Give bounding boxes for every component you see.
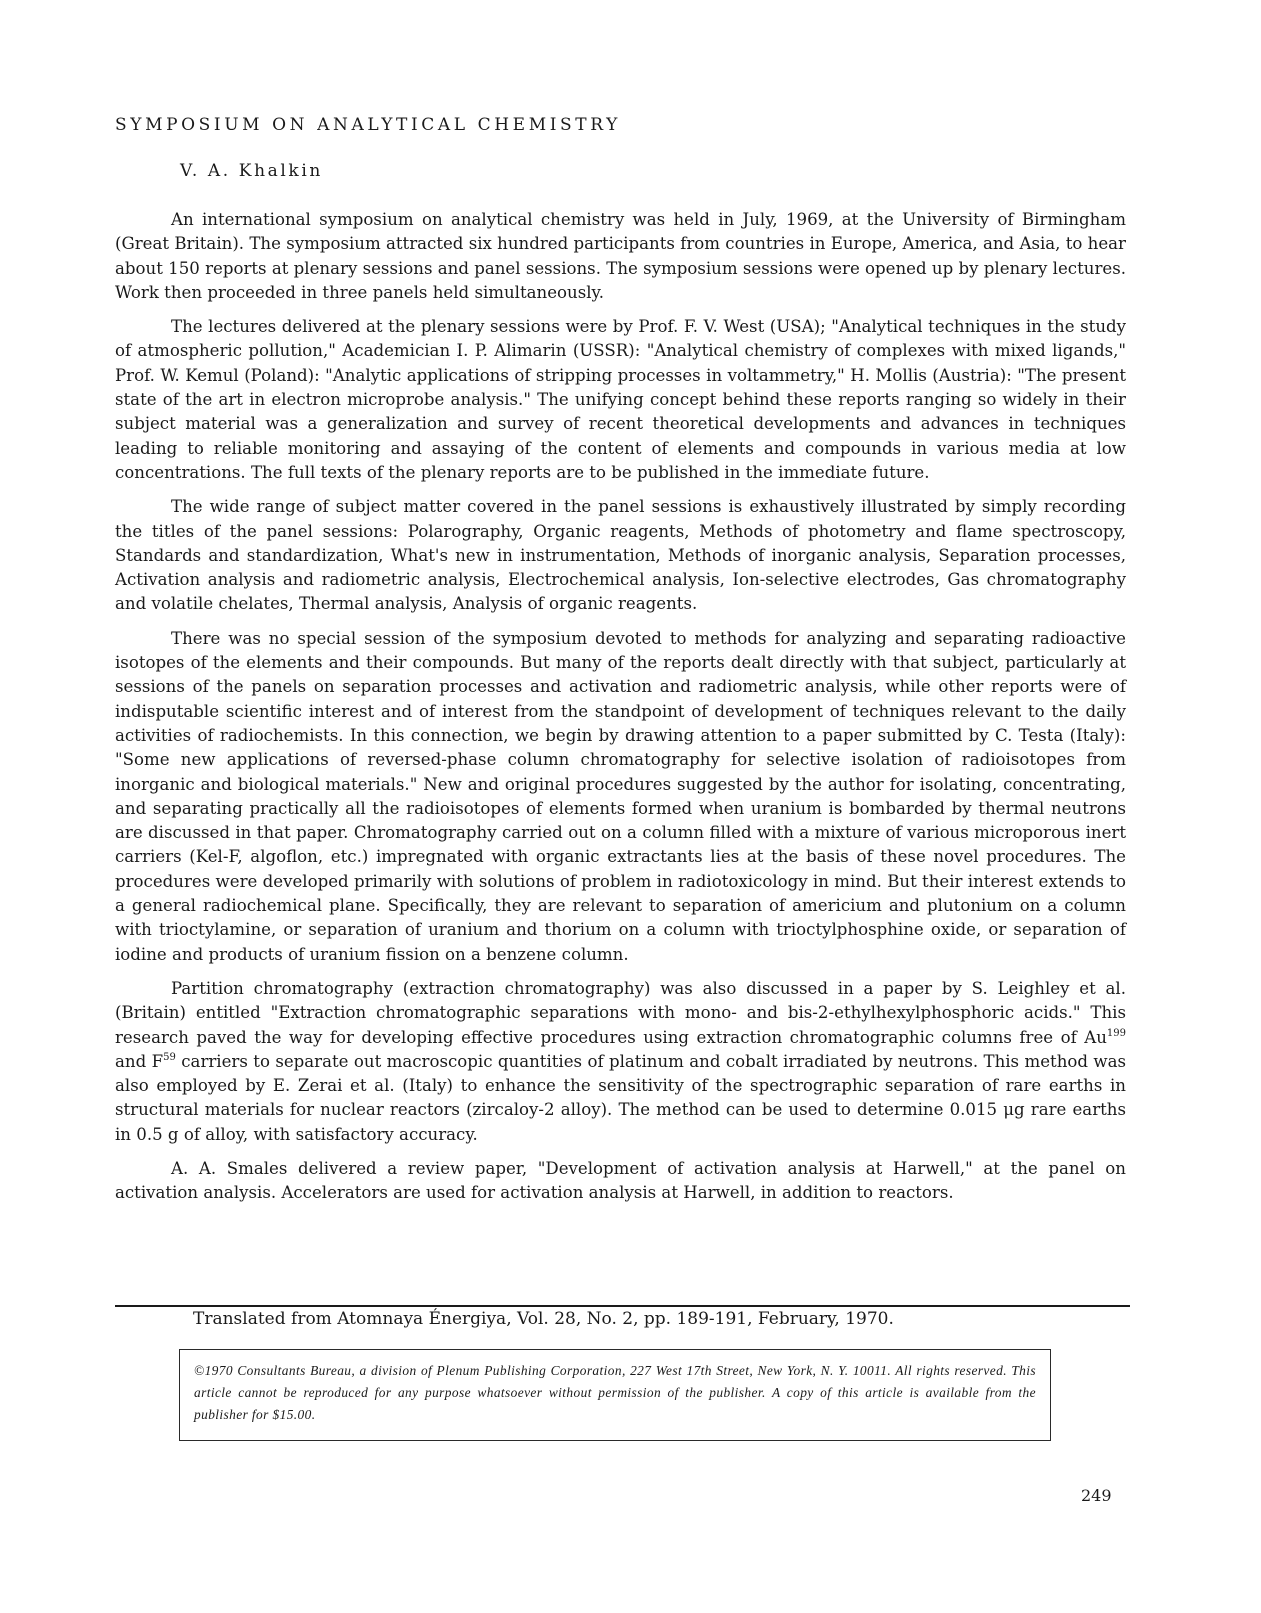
- article-author: V. A. Khalkin: [180, 161, 323, 181]
- page-number: 249: [1081, 1486, 1112, 1505]
- paragraph-3: The wide range of subject matter covered in the panel sessions is exhaustively illustrated by simply recording the titles of the panel sessions: Polarography, Organic reagents, Methods of photometry and flame spectroscopy, Standards and standardization, What's new in instrumentation, Methods of inorganic analysis, Separation processes, Activation analysis and radiometric analysis, Electrochemical analysis, Ion-selective electrodes, Gas chromatography and volatile chelates, Thermal analysis, Analysis of organic reagents.: [115, 497, 1126, 614]
- paragraph-5: [115, 977, 1126, 1147]
- copyright-box: [179, 1349, 1051, 1441]
- paragraph-6: A. A. Smales delivered a review paper, "Development of activation analysis at Harwell," at the panel on activation analysis. Accelerators are used for activation analysis at Harwell, in addition to reactors.: [115, 1158, 1126, 1203]
- translation-note: Translated from Atomnaya Énergiya, Vol. 28, No. 2, pp. 189-191, February, 1970.: [193, 1309, 894, 1329]
- paragraph-4: There was no special session of the symposium devoted to methods for analyzing and separating radioactive isotopes of the elements and their compounds. But many of the reports dealt directly with that subject, particularly at sessions of the panels on separation processes and activation and radiometric analysis, while other reports were of indisputable scientific interest and of interest from the standpoint of development of techniques relevant to the daily activities of radiochemists. In this connection, we begin by drawing attention to a paper submitted by C. Testa (Italy): "Some new applications of reversed-phase column chromatography for selective isolation of radioisotopes from inorganic and biological materials." New and original procedures suggested by the author for isolating, concentrating, and separating practically all the radioisotopes of elements formed when uranium is bombarded by thermal neutrons are discussed in that paper. Chromatography carried out on a column filled with a mixture of various microporous inert carriers (Kel-F, algoflon, etc.) impregnated with organic extractants lies at the basis of these novel procedures. The procedures were developed primarily with solutions of problem in radiotoxicology in mind. But their interest extends to a general radiochemical plane. Specifically, they are relevant to separation of americium and plutonium on a column with trioctylamine, or separation of uranium and thorium on a column with trioctylphosphine oxide, or separation of iodine and products of uranium fission on a benzene column.: [115, 628, 1126, 964]
- paragraph-5-part-c: carriers to separate out macroscopic quantities of platinum and cobalt irradiated by neutrons. This method was also employed by E. Zerai et al. (Italy) to enhance the sensitivity of the spectrographic separation of rare earths in structural materials for nuclear reactors (zircaloy-2 alloy). The method can be used to determine 0.015 μg rare earths in 0.5 g of alloy, with satisfactory accuracy.: [115, 1051, 1127, 1144]
- article-title: SYMPOSIUM ON ANALYTICAL CHEMISTRY: [115, 115, 621, 135]
- superscript-au-mass: 199: [1106, 1027, 1126, 1039]
- superscript-fe-mass: 59: [163, 1051, 176, 1063]
- copyright-notice: ©1970 Consultants Bureau, a division of Plenum Publishing Corporation, 227 West 17th Street, New York, N. Y. 10011. All rights reserved. This article cannot be reproduced for any purpose whatsoever without permission of the publisher. A copy of this article is available from the publisher for $15.00.: [194, 1363, 1036, 1422]
- paragraph-1: An international symposium on analytical chemistry was held in July, 1969, at the University of Birmingham (Great Britain). The symposium attracted six hundred participants from countries in Europe, America, and Asia, to hear about 150 reports at plenary sessions and panel sessions. The symposium sessions were opened up by plenary lectures. Work then proceeded in three panels held simultaneously.: [115, 210, 1126, 302]
- paragraph-2: The lectures delivered at the plenary sessions were by Prof. F. V. West (USA); "Analytical techniques in the study of atmospheric pollution," Academician I. P. Alimarin (USSR): "Analytical chemistry of complexes with mixed ligands," Prof. W. Kemul (Poland): "Analytic applications of stripping processes in voltammetry," H. Mollis (Austria): "The present state of the art in electron microprobe analysis." The unifying concept behind these reports ranging so widely in their subject material was a generalization and survey of recent theoretical developments and advances in techniques leading to reliable monitoring and assaying of the content of elements and compounds in various media at low concentrations. The full texts of the plenary reports are to be published in the immediate future.: [115, 317, 1126, 482]
- footer-divider: [115, 1305, 1130, 1307]
- paragraph-5-part-a: Partition chromatography (extraction chromatography) was also discussed in a paper by S. Leighley et al. (Britain) entitled "Extraction chromatographic separations with mono- and bis-2-ethylhexylphosphoric acids." This research paved the way for developing effective procedures using extraction chromatographic columns free of Au: [115, 978, 1126, 1047]
- paragraph-5-part-b: and F: [115, 1051, 164, 1071]
- article-body: [115, 208, 1126, 1206]
